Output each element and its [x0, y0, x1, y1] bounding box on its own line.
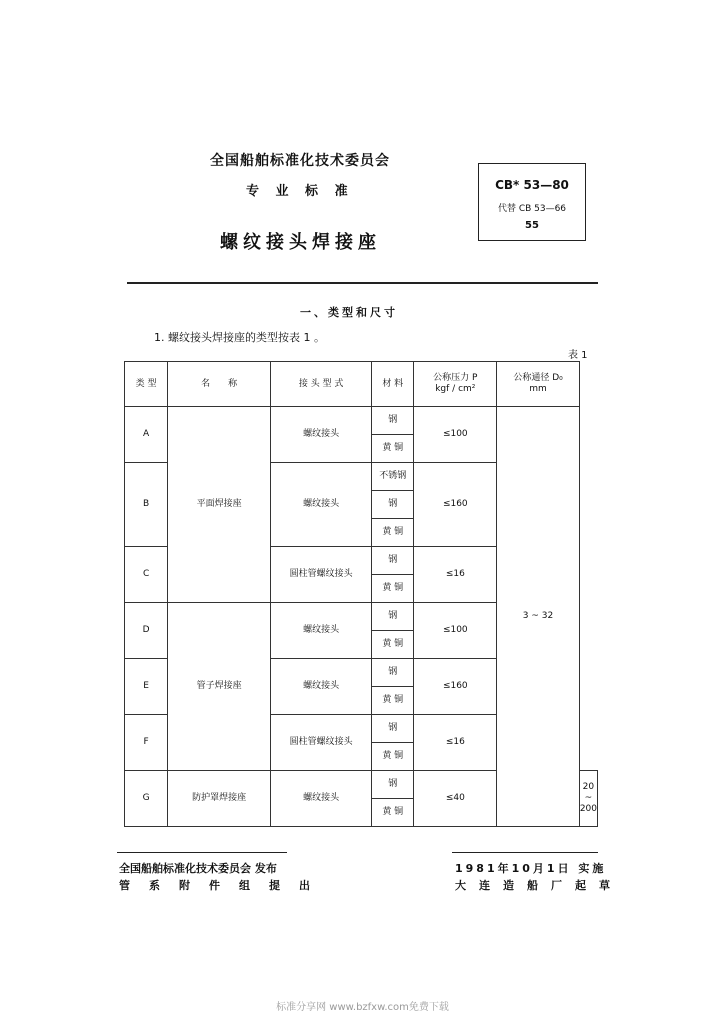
- material-cell: 钢: [372, 547, 414, 575]
- header-diameter-label: 公称通径 D₀: [513, 373, 563, 384]
- type-cell: B: [125, 463, 168, 547]
- pressure-cell: ≤16: [414, 715, 497, 771]
- material-cell: 黄 铜: [372, 519, 414, 547]
- table-header-row: [125, 362, 598, 407]
- material-cell: 钢: [372, 603, 414, 631]
- header-name: 名 称: [168, 362, 271, 407]
- effective-date-text: 1981年10月1日 实施: [455, 862, 607, 875]
- joint-cell: 螺纹接头: [271, 659, 372, 715]
- material-cell: 钢: [372, 491, 414, 519]
- footer-rule-left: [117, 852, 287, 853]
- type-cell: A: [125, 407, 168, 463]
- pressure-cell: ≤100: [414, 603, 497, 659]
- type-cell: D: [125, 603, 168, 659]
- material-cell: 钢: [372, 715, 414, 743]
- header-material: 材 料: [372, 362, 414, 407]
- material-cell: 钢: [372, 407, 414, 435]
- type-cell: G: [125, 771, 168, 827]
- material-cell: 黄 铜: [372, 687, 414, 715]
- header-pressure-unit: kgf / cm²: [435, 384, 476, 394]
- proposer-text: 管系附件组提出: [119, 879, 329, 892]
- joint-cell: 圆柱管螺纹接头: [271, 715, 372, 771]
- joint-cell: 螺纹接头: [271, 463, 372, 547]
- diameter-cell: 3 ~ 32: [497, 407, 580, 827]
- material-cell: 钢: [372, 771, 414, 799]
- header-type: 类 型: [125, 362, 168, 407]
- section-heading: 一、类型和尺寸: [300, 306, 398, 319]
- header-rule: [127, 282, 598, 284]
- table-label: 表 1: [568, 350, 588, 361]
- pressure-cell: ≤16: [414, 547, 497, 603]
- watermark-text: 标准分享网 www.bzfxw.com免费下载: [276, 1002, 449, 1013]
- page-number: 55: [525, 220, 539, 231]
- joint-cell: 螺纹接头: [271, 603, 372, 659]
- header-pressure: [414, 362, 497, 407]
- name-cell: 平面焊接座: [168, 407, 271, 603]
- header-pressure-label: 公称压力 P: [433, 373, 478, 384]
- header-diameter: [497, 362, 580, 407]
- intro-text: 1. 螺纹接头焊接座的类型按表 1 。: [154, 331, 325, 344]
- standard-code: CB* 53—80: [495, 178, 569, 192]
- diameter-cell: 20 ~ 200: [579, 771, 597, 827]
- name-cell: 防护罩焊接座: [168, 771, 271, 827]
- category-heading: 专 业 标 准: [246, 184, 354, 199]
- document-title: 螺纹接头焊接座: [220, 232, 381, 253]
- pressure-cell: ≤160: [414, 659, 497, 715]
- issuer-text: 全国船舶标准化技术委员会 发布: [119, 862, 277, 875]
- name-cell: 管子焊接座: [168, 603, 271, 771]
- pressure-cell: ≤40: [414, 771, 497, 827]
- material-cell: 黄 铜: [372, 435, 414, 463]
- pressure-cell: ≤100: [414, 407, 497, 463]
- header-diameter-unit: mm: [529, 384, 547, 394]
- table-row: [125, 407, 598, 435]
- material-cell: 钢: [372, 659, 414, 687]
- material-cell: 黄 铜: [372, 799, 414, 827]
- joint-cell: 圆柱管螺纹接头: [271, 547, 372, 603]
- type-table: [124, 361, 598, 827]
- standard-code-box: [478, 163, 586, 241]
- type-cell: F: [125, 715, 168, 771]
- joint-cell: 螺纹接头: [271, 407, 372, 463]
- material-cell: 黄 铜: [372, 743, 414, 771]
- material-cell: 黄 铜: [372, 631, 414, 659]
- joint-cell: 螺纹接头: [271, 771, 372, 827]
- footer-rule-right: [452, 852, 598, 853]
- type-cell: E: [125, 659, 168, 715]
- committee-heading: 全国船舶标准化技术委员会: [210, 153, 390, 169]
- replaces-code: 代替 CB 53—66: [497, 204, 567, 214]
- material-cell: 不锈钢: [372, 463, 414, 491]
- header-joint: 接 头 型 式: [271, 362, 372, 407]
- pressure-cell: ≤160: [414, 463, 497, 547]
- drafter-text: 大连造船厂起草: [455, 879, 623, 892]
- material-cell: 黄 铜: [372, 575, 414, 603]
- type-cell: C: [125, 547, 168, 603]
